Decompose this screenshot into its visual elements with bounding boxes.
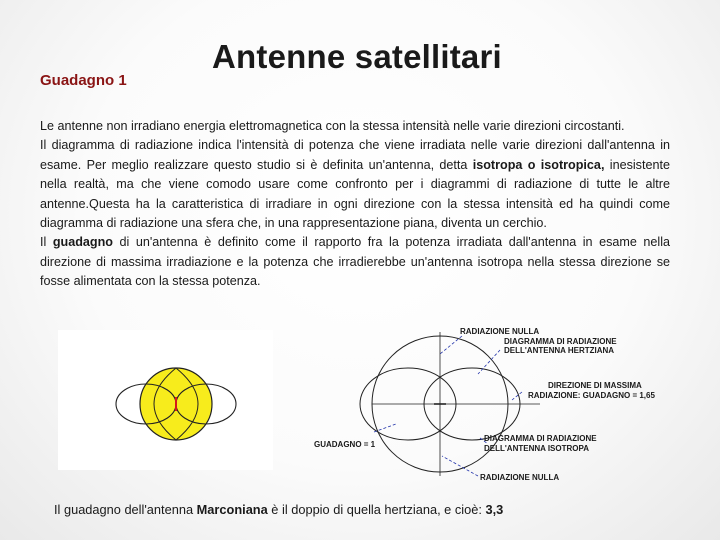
bold-value-gain: 3,3 [485,502,504,517]
label-gain-1: GUADAGNO = 1 [314,440,376,449]
text-span: è il doppio di quella hertziana, e cioè: [267,502,486,517]
text-span: inesistente nella realtà, ma che viene comodo usare come confronto per i diagrammi di radiazione di tutte le altre antenne.Questa ha la caratteristica di irradiare in ogni direzione con la stessa intensità ed ha quindi come diagramma di radiazione una sfera che, in una rappresentazione piana, diventa un cerchio. [40,157,670,231]
label-null-bottom: RADIAZIONE NULLA [480,473,560,482]
slide-title: Antenne satellitari [212,38,502,75]
arrow-null-bottom [442,456,478,476]
body-text [40,117,670,292]
isotropic-vs-dipole-figure [58,330,273,470]
bold-term-marconian: Marconiana [196,502,268,517]
slide-label: Guadagno 1 [40,72,127,89]
label-max-1: DIREZIONE DI MASSIMA [548,381,642,390]
label-isotropic-1: DIAGRAMMA DI RADIAZIONE [484,434,597,443]
hertzian-diagram-svg [300,320,700,488]
label-max-2: RADIAZIONE: GUADAGNO = 1,65 [528,391,655,400]
paragraph-gain [40,233,670,291]
paragraph-radiation-diagram [40,136,670,233]
text-span: Il diagramma di radiazione indica l'intensità di potenza che viene irradiata nelle varie direzioni dall'antenna in esame. Per meglio realizzare questo studio si è definita un'antenna, detta [40,138,670,172]
hertzian-gain-diagram [300,320,700,488]
arrow-max-direction [512,392,522,400]
bold-term-isotropic: isotropa o isotropica, [472,157,605,172]
text-span: Il guadagno dell'antenna [54,502,197,517]
caption [54,502,503,517]
label-hertzian-1: DIAGRAMMA DI RADIAZIONE [504,337,617,346]
label-isotropic-2: DELL'ANTENNA ISOTROPA [484,444,590,453]
bold-term-gain: guadagno [52,235,113,250]
label-null-top: RADIAZIONE NULLA [460,327,540,336]
text-span: Il [40,235,53,250]
label-hertzian-2: DELL'ANTENNA HERTZIANA [504,346,615,355]
radiation-pattern-illustration [58,330,273,470]
text-span: di un'antenna è definito come il rapporto fra la potenza irradiata dall'antenna in esame nella direzione di massima irradiazione e la potenza che irradierebbe un'antenna isotropa nella stessa direzione se fosse alimentata con la stessa potenza. [40,235,670,289]
paragraph-intro: Le antenne non irradiano energia elettromagnetica con la stessa intensità nelle varie direzioni circostanti. [40,119,625,133]
